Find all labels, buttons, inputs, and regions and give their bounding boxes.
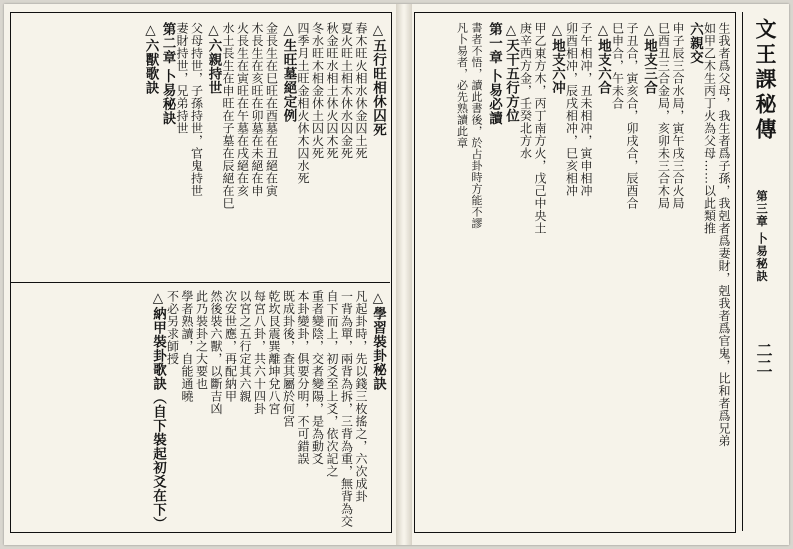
left-upper-columns (18, 22, 384, 277)
text-column: 秋金旺水相土休火囚木死 (325, 22, 339, 160)
text-column: 巳申合，午未合 (610, 22, 625, 110)
text-column: △六親持世 (205, 22, 222, 95)
chapter-heading: 第一章 卜易必讀 (486, 22, 502, 126)
text-column: 一背為單，兩背為拆，三背為重，無背為交 (339, 290, 354, 528)
text-column: △生旺墓絕定例 (280, 22, 297, 123)
text-column: △六獸歌訣 (142, 22, 159, 95)
text-column: △納甲裝卦歌訣（自下裝起初爻在下） (150, 290, 166, 531)
book-title: 文王課秘傳 (753, 18, 778, 143)
text-column: 四季月土旺金相火休木囚水死 (296, 22, 310, 185)
text-column: 生我者爲父母，我生者爲子孫，我剋者爲妻財，剋我者爲官鬼，比和者爲兄弟 (717, 22, 731, 447)
text-column: 自下而上，初爻至上爻，依次記之 (325, 290, 339, 478)
text-column: 既成卦後，查其屬於何宮 (281, 290, 296, 428)
text-column: △地支六冲 (549, 22, 565, 95)
text-column: 金長生在巳旺在酉墓在丑絕在寅 (264, 22, 279, 197)
text-column: 冬水旺木相金休土囚火死 (310, 22, 325, 160)
right-columns (420, 22, 730, 522)
text-column: 木長生在亥旺在卯墓在未絕在申 (250, 22, 264, 197)
text-column: 六親交 (687, 22, 703, 64)
text-column: 此乃裝卦之大要也 (194, 290, 209, 390)
text-column: 重者變陰，交者變陽，是為動爻 (310, 290, 325, 465)
text-column: 書者不悟，讀此書後，於占卦時方能不謬 (470, 22, 483, 229)
text-column: 學者熟讀，自能通曉 (180, 290, 194, 403)
section-label: 第三章 卜易秘訣 (755, 190, 769, 283)
text-column: 不必另求師授 (165, 290, 180, 365)
text-column: △學習裝卦秘訣 (370, 290, 386, 391)
text-column: 水土長生在申旺在子墓在辰絕在巳 (221, 22, 235, 210)
text-column: △天干五行方位 (503, 22, 519, 123)
text-column: 巳酉丑三合金局，亥卯未三合木局 (656, 22, 671, 210)
text-column: 凡卜易者，必先熟讀此章 (455, 22, 469, 149)
book-spread (4, 4, 789, 545)
left-page-divider (10, 282, 390, 283)
text-column: 凡起卦時，先以錢三枚搖之，六次成卦 (354, 290, 368, 503)
text-column: 每宮八卦，共六十四卦 (252, 290, 267, 415)
text-column: 然後裝六獸，以斷吉凶 (209, 290, 223, 415)
margin-rule (742, 12, 743, 531)
text-column: 火長生在寅旺在午墓在戌絕在亥 (235, 22, 250, 197)
text-column: 次安世應，再配納甲 (223, 290, 238, 403)
text-column: 乾坎艮震巽離坤兌八宮 (267, 290, 281, 415)
text-column: 夏火旺土相木休水囚金死 (339, 22, 354, 160)
text-column: 甲乙東方木，丙丁南方火，戊己中央土 (533, 22, 547, 235)
text-column: 子丑合，寅亥合，卯戌合，辰酉合 (625, 22, 639, 210)
text-column: 第二章 卜易秘訣 (159, 22, 176, 126)
text-column: △地支三合 (641, 22, 657, 95)
left-lower-columns (18, 290, 386, 531)
text-column: 本卦變卦，俱要分明，不可錯誤 (296, 290, 310, 465)
text-column: 子午相冲，丑未相冲，寅申相冲 (579, 22, 593, 197)
right-page (414, 12, 786, 537)
text-column: 申子辰三合水局，寅午戌三合火局 (671, 22, 685, 210)
text-column: 春木旺火相水休金囚土死 (354, 22, 368, 160)
text-column: 以宮之五行定其六親 (238, 290, 252, 403)
left-page (10, 12, 394, 537)
page-number: 二二 (754, 342, 773, 374)
text-column: 妻財持世，兄弟持世 (175, 22, 189, 135)
text-column: 卯酉相冲，辰戌相冲，巳亥相冲 (564, 22, 579, 197)
text-column: △地支六合 (595, 22, 611, 95)
page-gutter (396, 4, 412, 545)
text-column: △五行旺相休囚死 (370, 22, 386, 137)
text-column: 庚辛西方金，壬癸北方水 (518, 22, 533, 160)
text-column: 如甲乙木生丙丁火為父母……以此類推 (702, 22, 717, 235)
text-column: 父母持世，子孫持世，官鬼持世 (189, 22, 204, 197)
